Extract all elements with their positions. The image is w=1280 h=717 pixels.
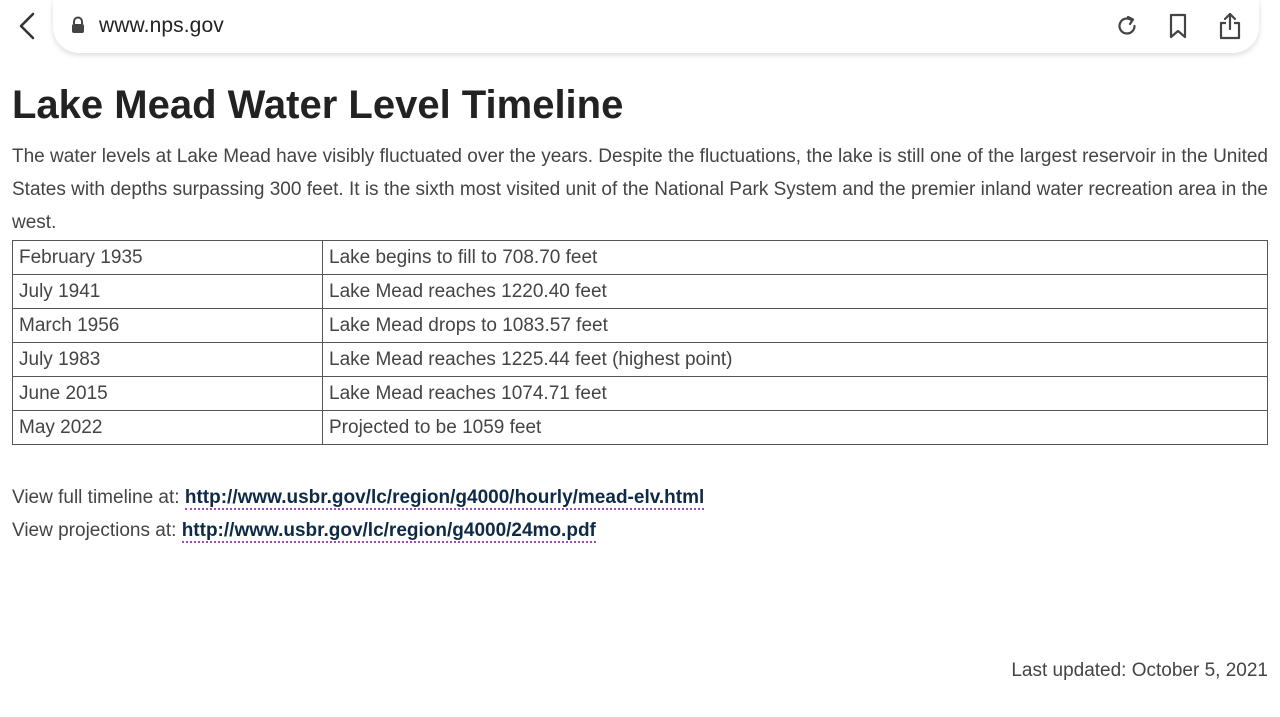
intro-paragraph: The water levels at Lake Mead have visibly fluctuated over the years. Despite the fluctuations, the lake is still one of the largest reservoir in the United States with depths surpassing 300 feet. It is the sixth most visited unit of the National Park System and the premier inland water recreation area in the west. bbox=[12, 146, 1268, 233]
event-cell: Lake begins to fill to 708.70 feet bbox=[323, 241, 1268, 275]
event-cell: Lake Mead drops to 1083.57 feet bbox=[323, 309, 1268, 343]
table-row bbox=[13, 411, 1268, 445]
full-timeline-label: View full timeline at: bbox=[12, 487, 185, 508]
projections-line bbox=[12, 514, 1268, 547]
lock-icon bbox=[70, 16, 86, 34]
projections-link[interactable]: http://www.usbr.gov/lc/region/g4000/24mo.pdf bbox=[181, 520, 596, 541]
date-cell: May 2022 bbox=[13, 411, 323, 445]
bookmark-button[interactable] bbox=[1164, 12, 1192, 40]
full-timeline-line bbox=[12, 481, 1268, 514]
table-row bbox=[13, 275, 1268, 309]
date-cell: June 2015 bbox=[13, 377, 323, 411]
page-content bbox=[12, 78, 1268, 547]
browser-toolbar bbox=[0, 0, 1280, 60]
date-cell: July 1983 bbox=[13, 343, 323, 377]
page-title: Lake Mead Water Level Timeline bbox=[12, 83, 624, 127]
date-cell: February 1935 bbox=[13, 241, 323, 275]
address-bar[interactable] bbox=[53, 0, 1259, 53]
event-cell: Lake Mead reaches 1074.71 feet bbox=[323, 377, 1268, 411]
bookmark-icon bbox=[1168, 13, 1188, 39]
back-button[interactable] bbox=[12, 11, 42, 41]
links-section bbox=[12, 481, 1268, 547]
event-cell: Lake Mead reaches 1220.40 feet bbox=[323, 275, 1268, 309]
event-cell: Lake Mead reaches 1225.44 feet (highest point) bbox=[323, 343, 1268, 377]
projections-label: View projections at: bbox=[12, 520, 182, 541]
share-icon bbox=[1218, 12, 1242, 40]
reload-button[interactable] bbox=[1113, 12, 1141, 40]
reload-icon bbox=[1115, 14, 1139, 38]
chevron-left-icon bbox=[18, 12, 36, 40]
table-row bbox=[13, 343, 1268, 377]
date-cell: July 1941 bbox=[13, 275, 323, 309]
date-cell: March 1956 bbox=[13, 309, 323, 343]
share-button[interactable] bbox=[1216, 12, 1244, 40]
event-cell: Projected to be 1059 feet bbox=[323, 411, 1268, 445]
timeline-table bbox=[12, 240, 1268, 445]
full-timeline-link[interactable]: http://www.usbr.gov/lc/region/g4000/hourly/mead-elv.html bbox=[184, 487, 705, 508]
last-updated: Last updated: October 5, 2021 bbox=[1011, 660, 1268, 681]
table-row bbox=[13, 309, 1268, 343]
table-row bbox=[13, 377, 1268, 411]
url-text: www.nps.gov bbox=[99, 14, 224, 37]
table-row bbox=[13, 241, 1268, 275]
